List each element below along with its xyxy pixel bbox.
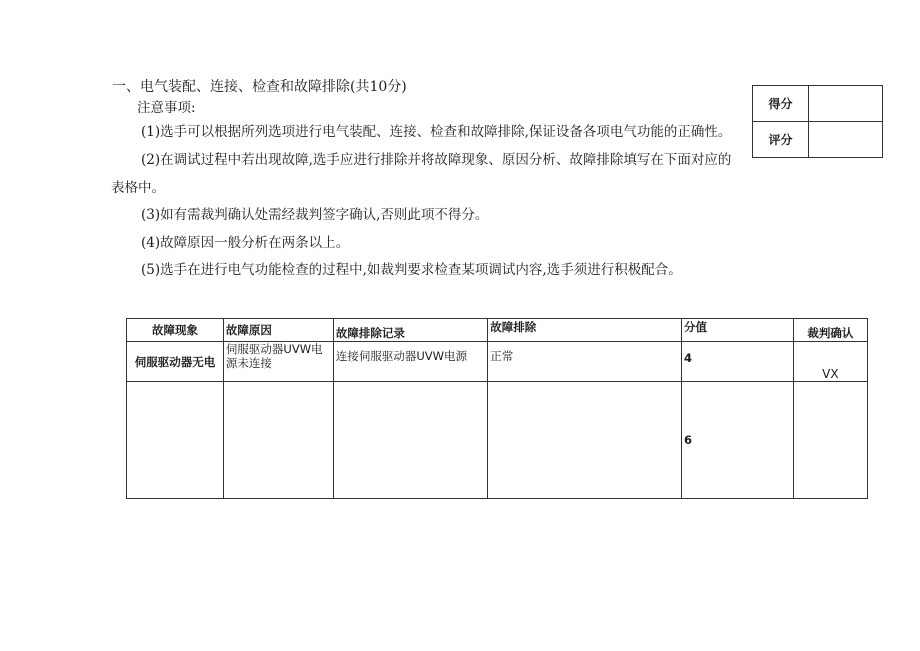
cell-points[interactable]: 6 [681,382,793,499]
cell-cause-line-2: 源未连接 [225,356,272,370]
review-row [753,122,883,158]
score-box [752,85,883,158]
cell-symptom[interactable]: 伺服驱动器无电 [127,342,224,382]
header-points: 分值 [681,319,793,342]
header-record: 故障排除记录 [333,319,487,342]
review-label: 评分 [753,122,809,158]
cell-fix[interactable]: 正常 [488,342,682,382]
score-label: 得分 [753,86,809,122]
note-item-2: (2)在调试过程中若出现故障,选手应进行排除并将故障现象、原因分析、故障排除填写在下面对应的 [141,152,732,168]
cell-cause[interactable] [223,382,333,499]
table-row [127,342,868,382]
header-symptom: 故障现象 [127,319,224,342]
note-item-1: (1)选手可以根据所列选项进行电气装配、连接、检查和故障排除,保证设备各项电气功能的正确性。 [141,124,732,140]
cell-symptom[interactable] [127,382,224,499]
cell-confirm[interactable] [793,382,867,499]
table-header-row [127,319,868,342]
notes-title: 注意事项: [137,100,196,116]
header-fix: 故障排除 [488,319,682,342]
note-item-4: (4)故障原因一般分析在两条以上。 [141,235,350,251]
cell-cause-line-1: 伺服驱动器UVW电 [225,342,323,356]
score-value-cell[interactable] [809,86,883,122]
cell-record[interactable]: 连接伺服驱动器UVW电源 [333,342,487,382]
score-row [753,86,883,122]
cell-cause[interactable] [223,342,333,382]
note-item-5: (5)选手在进行电气功能检查的过程中,如裁判要求检查某项调试内容,选手须进行积极配合。 [141,262,682,278]
note-item-2-continued: 表格中。 [111,180,165,196]
cell-record[interactable] [333,382,487,499]
note-item-3: (3)如有需裁判确认处需经裁判签字确认,否则此项不得分。 [141,207,489,223]
cell-points[interactable]: 4 [681,342,793,382]
cell-confirm[interactable]: VX [793,342,867,382]
header-cause: 故障原因 [223,319,333,342]
table-row [127,382,868,499]
review-value-cell[interactable] [809,122,883,158]
cell-fix[interactable] [488,382,682,499]
header-confirm: 裁判确认 [793,319,867,342]
fault-table [126,318,868,499]
section-heading: 一、电气装配、连接、检查和故障排除(共10分) [112,79,407,95]
